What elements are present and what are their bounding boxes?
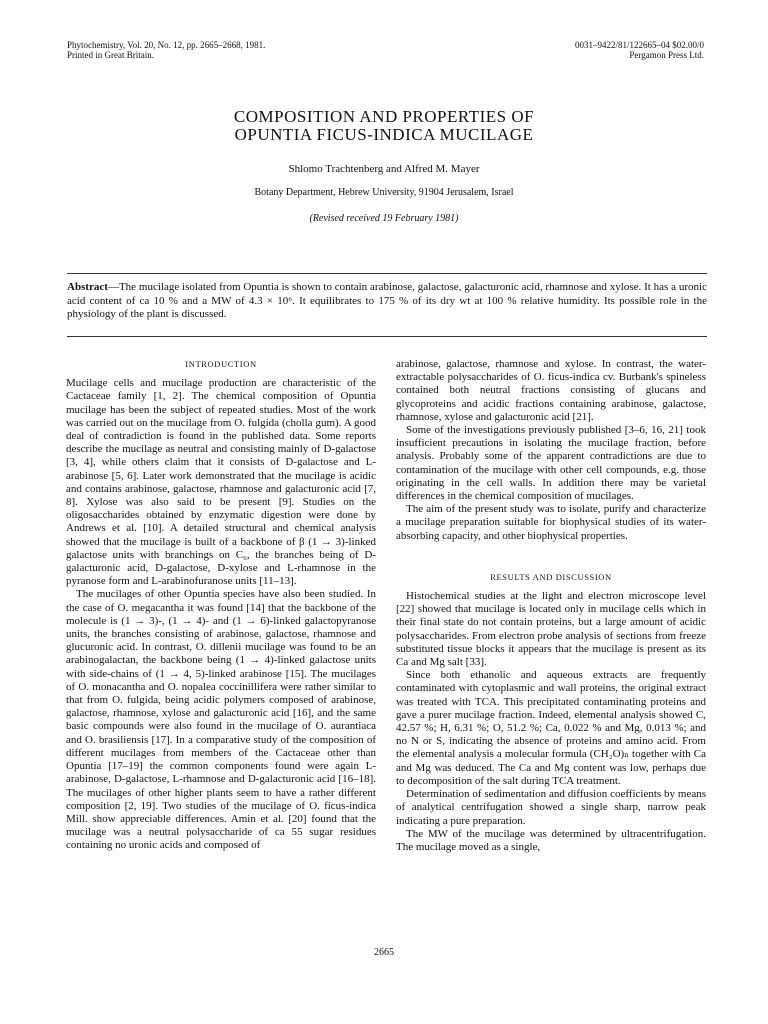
results-paragraph: Determination of sedimentation and diffusion coefficients by means of analytical centrifugation showed a single sharp, narrow peak indicating a pure preparation. bbox=[396, 788, 706, 827]
title-line-1: COMPOSITION AND PROPERTIES OF bbox=[233, 107, 535, 126]
affiliation: Botany Department, Hebrew University, 91904 Jerusalem, Israel bbox=[254, 187, 514, 198]
journal-citation bbox=[67, 40, 265, 60]
abstract bbox=[67, 281, 707, 322]
column-right bbox=[396, 358, 706, 854]
intro-paragraph: The mucilages of other Opuntia species have also been studied. In the case of O. megacantha it was found [14] that the backbone of the molecule is (1 → 3)-, (1 → 4)- and (1 → 6)-linked galactopyranose units, the branches consisting of arabinose, galactose, rhamnose and glucuronic acid. In contrast, O. dillenii mucilage was found to be an arabinogalactan, the backbone being (1 → 4)-linked galactose units with side-chains of (1 → 4, 5)-linked arabinose [15]. The mucilages of O. monacantha and O. nopalea coccinillifera were rather similar to that from O. fulgida, being acidic polymers composed of arabinose, galactose, rhamnose, xylose and galacturonic acid [16], and the same basic compounds were also found in the mucilage of O. aurantiaca and O. brasiliensis [17]. In a comparative study of the composition of different mucilages from members of the Cactaceae other than Opuntia [17–19] the common components found were again L-arabinose, D-galactose, L-rhamnose and D-galacturonic acid [16–18]. The mucilages of other higher plants seem to have a rather different composition [2, 19]. Two studies of the mucilage of O. ficus-indica Mill. show appreciable differences. Amin et al. [20] found that the mucilage was a neutral polysaccharide of ca 55 sugar residues containing no uronic acids and composed of bbox=[66, 588, 376, 852]
abstract-text: —The mucilage isolated from Opuntia is shown to contain arabinose, galactose, galacturonic acid, rhamnose and xylose. It has a uronic acid content of ca 10 % and a MW of 4.3 × 10⁶. It equilibrates to 175 % of its dry wt at 100 % relative humidity. Its possible role in the physiology of the plant is discussed. bbox=[67, 281, 707, 320]
abstract-bottom-rule bbox=[67, 336, 707, 337]
title-line-2: OPUNTIA FICUS-INDICA MUCILAGE bbox=[234, 125, 534, 144]
section-gap bbox=[396, 543, 706, 571]
section-heading-results: RESULTS AND DISCUSSION bbox=[490, 571, 612, 582]
abstract-top-rule bbox=[67, 273, 707, 274]
intro-paragraph: arabinose, galactose, rhamnose and xylose. In contrast, the water-extractable polysaccharides of O. ficus-indica cv. Burbank's spineless contained both neutral fractions consisting of glucans and glycoproteins and acidic fractions containing arabinose, galactose, rhamnose, xylose and galacturonic acid [21]. bbox=[396, 358, 706, 423]
section-heading-introduction: INTRODUCTION bbox=[185, 359, 257, 369]
authors: Shlomo Trachtenberg and Alfred M. Mayer bbox=[288, 163, 480, 175]
journal-line: Phytochemistry, Vol. 20, No. 12, pp. 2665–2668, 1981. bbox=[67, 40, 266, 50]
revised-date: (Revised received 19 February 1981) bbox=[309, 213, 459, 224]
publisher-code bbox=[575, 40, 704, 60]
page-number: 2665 bbox=[374, 947, 394, 958]
code-line: 0031–9422/81/122665–04 $02.00/0 bbox=[574, 40, 704, 50]
printed-line: Printed in Great Britain. bbox=[67, 50, 154, 60]
intro-paragraph: Some of the investigations previously published [3–6, 16, 21] took insufficient precautions in isolating the mucilage fraction, before analysis. Probably some of the apparent contradictions are due to contamination of the mucilage with other cell compounds, e.g. those originating in the cell walls. In addition there may be varietal differences in the chemical composition of mucilages. bbox=[396, 424, 706, 503]
abstract-label: Abstract bbox=[67, 281, 108, 293]
column-left bbox=[66, 358, 376, 853]
results-paragraph: Since both ethanolic and aqueous extracts are frequently contaminated with cytoplasmic and wall proteins, the original extract was treated with TCA. This precipitated contaminating proteins and gave a purer mucilage fraction. Indeed, elemental analysis showed C, 42.57 %; H, 6.31 %; O, 51.2 %; Ca, 0.022 % and Mg, 0.013 %; and no N or S, indicating the absence of proteins and amino acid. From the elemental analysis a molecular formula (CH₂O)ₙ together with Ca and Mg was deduced. The Ca and Mg content was low, perhaps due to decomposition of the salt during TCA treatment. bbox=[396, 669, 706, 787]
results-paragraph: The MW of the mucilage was determined by ultracentrifugation. The mucilage moved as a single, bbox=[396, 827, 706, 853]
results-paragraph: Histochemical studies at the light and electron microscope level [22] showed that mucilage is located only in mucilage cells which in their final state do not contain proteins, but a large amount of acidic polysaccharides. From electron probe analysis of sections from freeze substituted tissue blocks it appears that the mucilage is present as its Ca and Mg salt [33]. bbox=[396, 590, 706, 669]
intro-paragraph: The aim of the present study was to isolate, purify and characterize a mucilage preparation suitable for biophysical studies of its water-absorbing capacity, and other biophysical properties. bbox=[396, 503, 706, 542]
publisher-line: Pergamon Press Ltd. bbox=[629, 50, 704, 60]
intro-paragraph: Mucilage cells and mucilage production are characteristic of the Cactaceae family [1, 2]. The chemical composition of Opuntia mucilage has been the subject of repeated studies. Most of the work was carried out on the mucilage from O. fulgida (cholla gum). A good deal of contradiction is found in the published data. Some reports describe the mucilage as neutral and consisting mainly of D-galactose [3, 4], while others claim that it consists of D-galactose and L-arabinose [5, 6]. Later work demonstrated that the mucilage is acidic and contains arabinose, galactose, rhamnose and galacturonic acid [7, 8]. Xylose was also said to be present [9]. Studies on the oligosaccharides obtained by enzymatic digestion were done by Andrews et al. [10]. A detailed structural and chemical analysis showed that the mucilage is built of a backbone of β (1 → 3)-linked galactose units with branchings on C₆, the branches being of D-galacturonic acid, D-galactose, D-xylose and L-rhamnose in the pyranose form and L-arabinofuranose units [11–13]. bbox=[66, 377, 376, 588]
